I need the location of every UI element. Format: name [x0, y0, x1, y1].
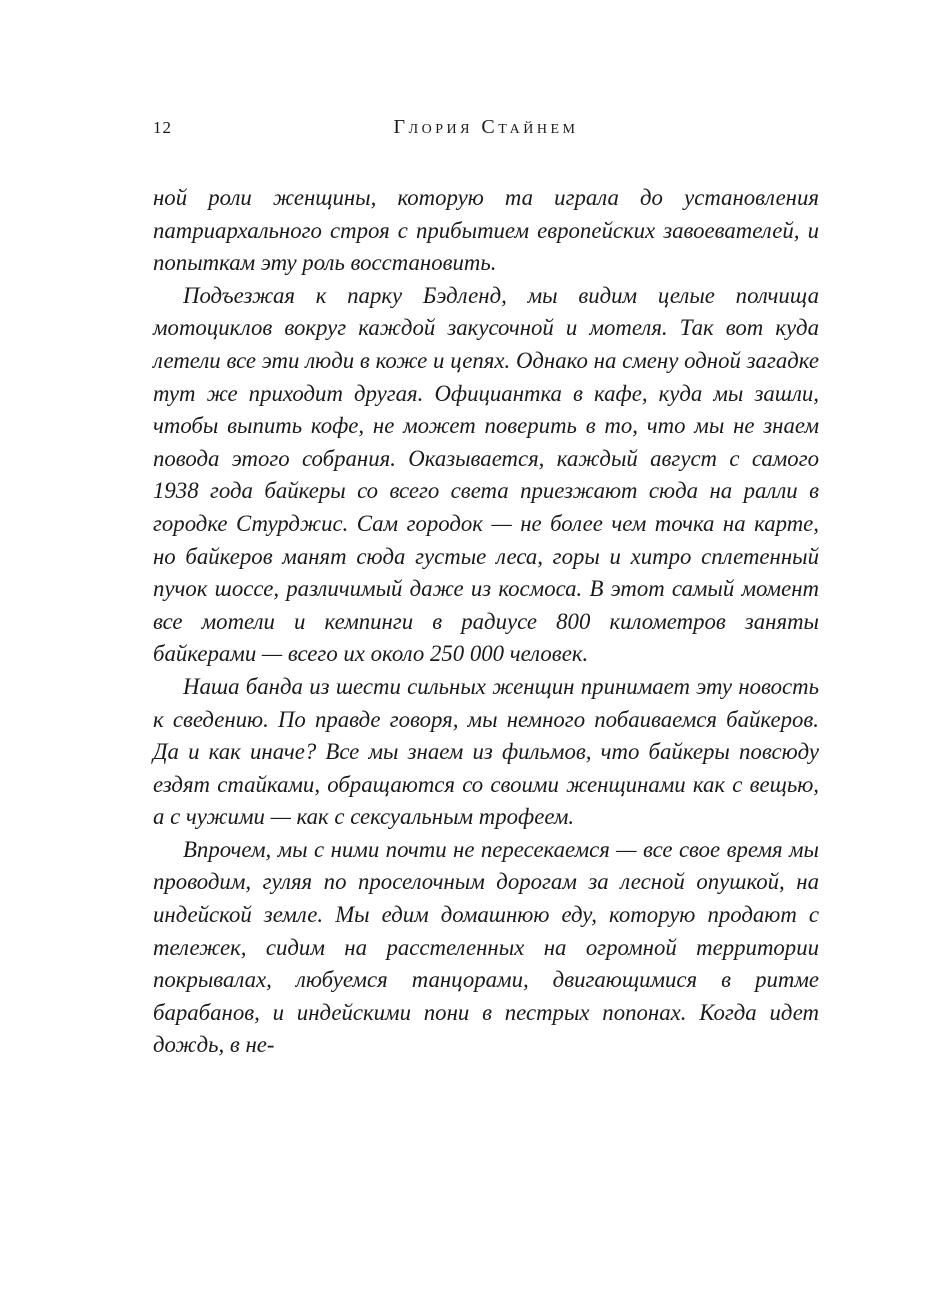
paragraph: Подъезжая к парку Бэдленд, мы видим целые полчища мотоциклов вокруг каждой закусочной и мотеля. Так вот куда летели все эти люди в коже и цепях. Однако на смену одной загадке тут же приходит другая. Официантка в кафе, куда мы зашли, чтобы выпить кофе, не может поверить в то, что мы не знаем повода этого собрания. Оказывается, каждый август с самого 1938 года байкеры со всего света приезжают сюда на ралли в городке Стурджис. Сам городок — не более чем точка на карте, но байкеров манят сюда густые леса, горы и хитро сплетенный пучок шоссе, различимый даже из космоса. В этот самый момент все мотели и кемпинги в радиусе 800 километров заняты байкерами — всего их около 250 000 человек.	[153, 282, 819, 667]
page-number: 12	[153, 118, 172, 137]
running-title: Глория Стайнем	[393, 116, 579, 138]
body-text	[153, 182, 819, 1062]
paragraph-continued: ной роли женщины, которую та играла до установления патриархального строя с прибытием европейских завоевателей, и попыткам эту роль восстановить.	[153, 185, 819, 276]
book-page	[153, 110, 819, 1062]
paragraph: Впрочем, мы с ними почти не пересекаемся — все свое время мы проводим, гуляя по проселочным дорогам за лесной опушкой, на индейской земле. Мы едим домашнюю еду, которую продают с тележек, сидим на расстеленных на огромной территории покрывалах, любуемся танцорами, двигающимися в ритме барабанов, и индейскими пони в пестрых попонах. Когда идет дождь, в не-	[153, 836, 819, 1058]
running-head	[153, 110, 819, 140]
paragraph: Наша банда из шести сильных женщин принимает эту новость к сведению. По правде говоря, мы немного побаиваемся байкеров. Да и как иначе? Все мы знаем из фильмов, что байкеры повсюду ездят стайками, обращаются со своими женщинами как с вещью, а с чужими — как с сексуальным трофеем.	[153, 673, 819, 830]
